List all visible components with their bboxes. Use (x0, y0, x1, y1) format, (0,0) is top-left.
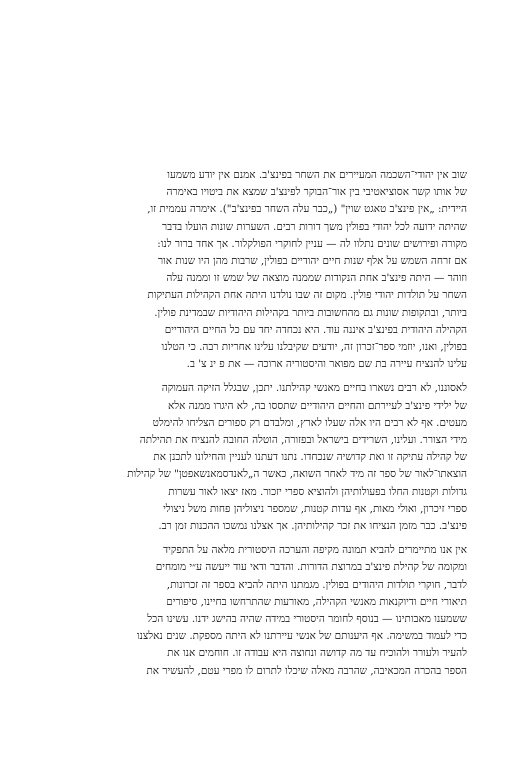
text-line: בפולין, ואנו, יוזמי ספר־זכרון זה, יודעים שקיבלנו עלינו אחריות רבה. כי הטלנו (161, 341, 467, 354)
text-line: תיאורי חיים ודיוקנאות מאנשי הקהילה, מאורעות שהתרחשו בחיינו, סיפורים (166, 595, 467, 608)
text-line: עלינו להנציח עיירה בת שם מפואר והיסטוריה ארוכה — את פ ינ צ' ב. (186, 358, 467, 371)
text-line: היידית: „אין פינצ'ב טאגט שוין" („כבר עלה השחר בפינצ'ב"). אימרה עממית זו, (147, 203, 467, 216)
text-line: ביותר, ובתקופות שונות גם מהחשובות ביותר בקהילות היהודיות שבמדינת פולין. (154, 306, 467, 319)
paragraph-2 (62, 380, 467, 535)
text-line: וזוהר — היתה פינצ'ב אחת הנקודות שממנה מוצאה של שמש זו וממנה עלה (166, 272, 467, 285)
text-line: אין אנו מתיימרים להביא תמונה מקיפה והערכה היסטורית מלאה על התפקיד (163, 544, 467, 557)
text-line: אם זרחה השמש על אלף שנות חיים יהודיים בפולין, שרבות מהן היו שנות אור (158, 255, 467, 268)
text-line: מידי הצורר. ועלינו, השרידים בישראל ובפזורה, הוטלה החובה להנציח את תהילתה (139, 434, 467, 447)
paragraph-3 (62, 542, 467, 680)
text-line: ששמענו מאבותינו — בנוסף לחומר היסטורי במידה שהיה בהישג ידנו. עשינו הכל (147, 613, 467, 626)
paragraph-1 (62, 167, 467, 373)
text-line: פינצ'ב. כבר מזמן הנציחו את זכר קהילותיהן. אך אצלנו נמשכו ההכנות זמן רב. (158, 520, 467, 533)
text-line: לאסוננו, לא רבים נשארו בחיים מאנשי קהילתנו. יתכן, שבגלל הזיקה העמוקה (161, 382, 467, 395)
text-line: השחר על תולדות יהודי פולין. מקום זה שבו נולדנו היתה אחת הקהילות העתיקות (147, 289, 467, 302)
text-line: מקורה ופירושים שונים נתלוו לה — עניין לחוקרי הפולקלור. אך אחד ברור לנו: (157, 237, 467, 250)
text-line: שוב אין יהודי־השכמה המעיירים את השחר בפינצ'ב. אמנם אין יודע משמעו (167, 169, 467, 181)
text-line: להעיר ולעורר ולהוכיח עד מה קדושה ונחוצה היא עבודה זו. חוחמים אנו את (167, 647, 467, 660)
text-line: כדי לעמוד במשימה. אף היענותם של אנשי עיירתנו לא היתה מספקת. שנים נאלצנו (136, 630, 467, 643)
text-line: הקהילה היהודית בפינצ'ב איננה עוד. היא נכחדה יחד עם כל החיים היהודיים (164, 323, 467, 336)
text-line: לדבר, חוקרי תולדות היהודים בפולין. מגמתנו היתה להביא בספר זה זכרונות, (166, 578, 467, 591)
text-line: ספרי זיכרון, ואולי מאות, אף עדות קטנות, שמספר ניצוליהן פחות משל ניצולי (163, 502, 467, 515)
text-line: הוצאתו־לאור של ספר זה מיד לאחר השואה, כאשר ה„לאנדסמאנשאפטן" של קהילות (127, 468, 467, 481)
text-line: ומקומה של קהילת פינצ'ב במרוצת הדורות. והדבר ודאי עוד ייעשה ע״י מומחים (155, 561, 467, 574)
body-text (62, 167, 467, 680)
text-line: של אותו קשר אסוציאטיבי בין אור־הבוקר לפינצ'ב שמצא את ביטויו באימרה (166, 186, 467, 199)
text-line: של ילידי פינצ'ב לעיירתם והחיים היהודיים שתססו בה, לא היגרו ממנה אלא (168, 399, 467, 412)
text-line: שהיתה ידועה לכל יהודי בפולין משך דורות רבים. השערות שונות הועלו בדבר (161, 220, 467, 233)
text-line: מעטים. אף לא רבים היו אלה שעלו לארץ, ומלבדם רק ספורים הצליחו להימלט (152, 416, 467, 429)
text-line: גדולות וקטנות החלו בפעולותיהן ולהוציא ספרי יזכור. מאז יצאו לאור עשרות (168, 485, 467, 498)
text-line: של קהילה עתיקה זו ואת קדושיה שנכחדו. נתנו דעתנו לעניין והחילונו לתכנן את (153, 451, 467, 464)
text-line: הספר בהכרה המכאיבה, שהרבה מאלה שיכלו לתרום לו מפרי עטם, להעשיר את (146, 664, 467, 677)
